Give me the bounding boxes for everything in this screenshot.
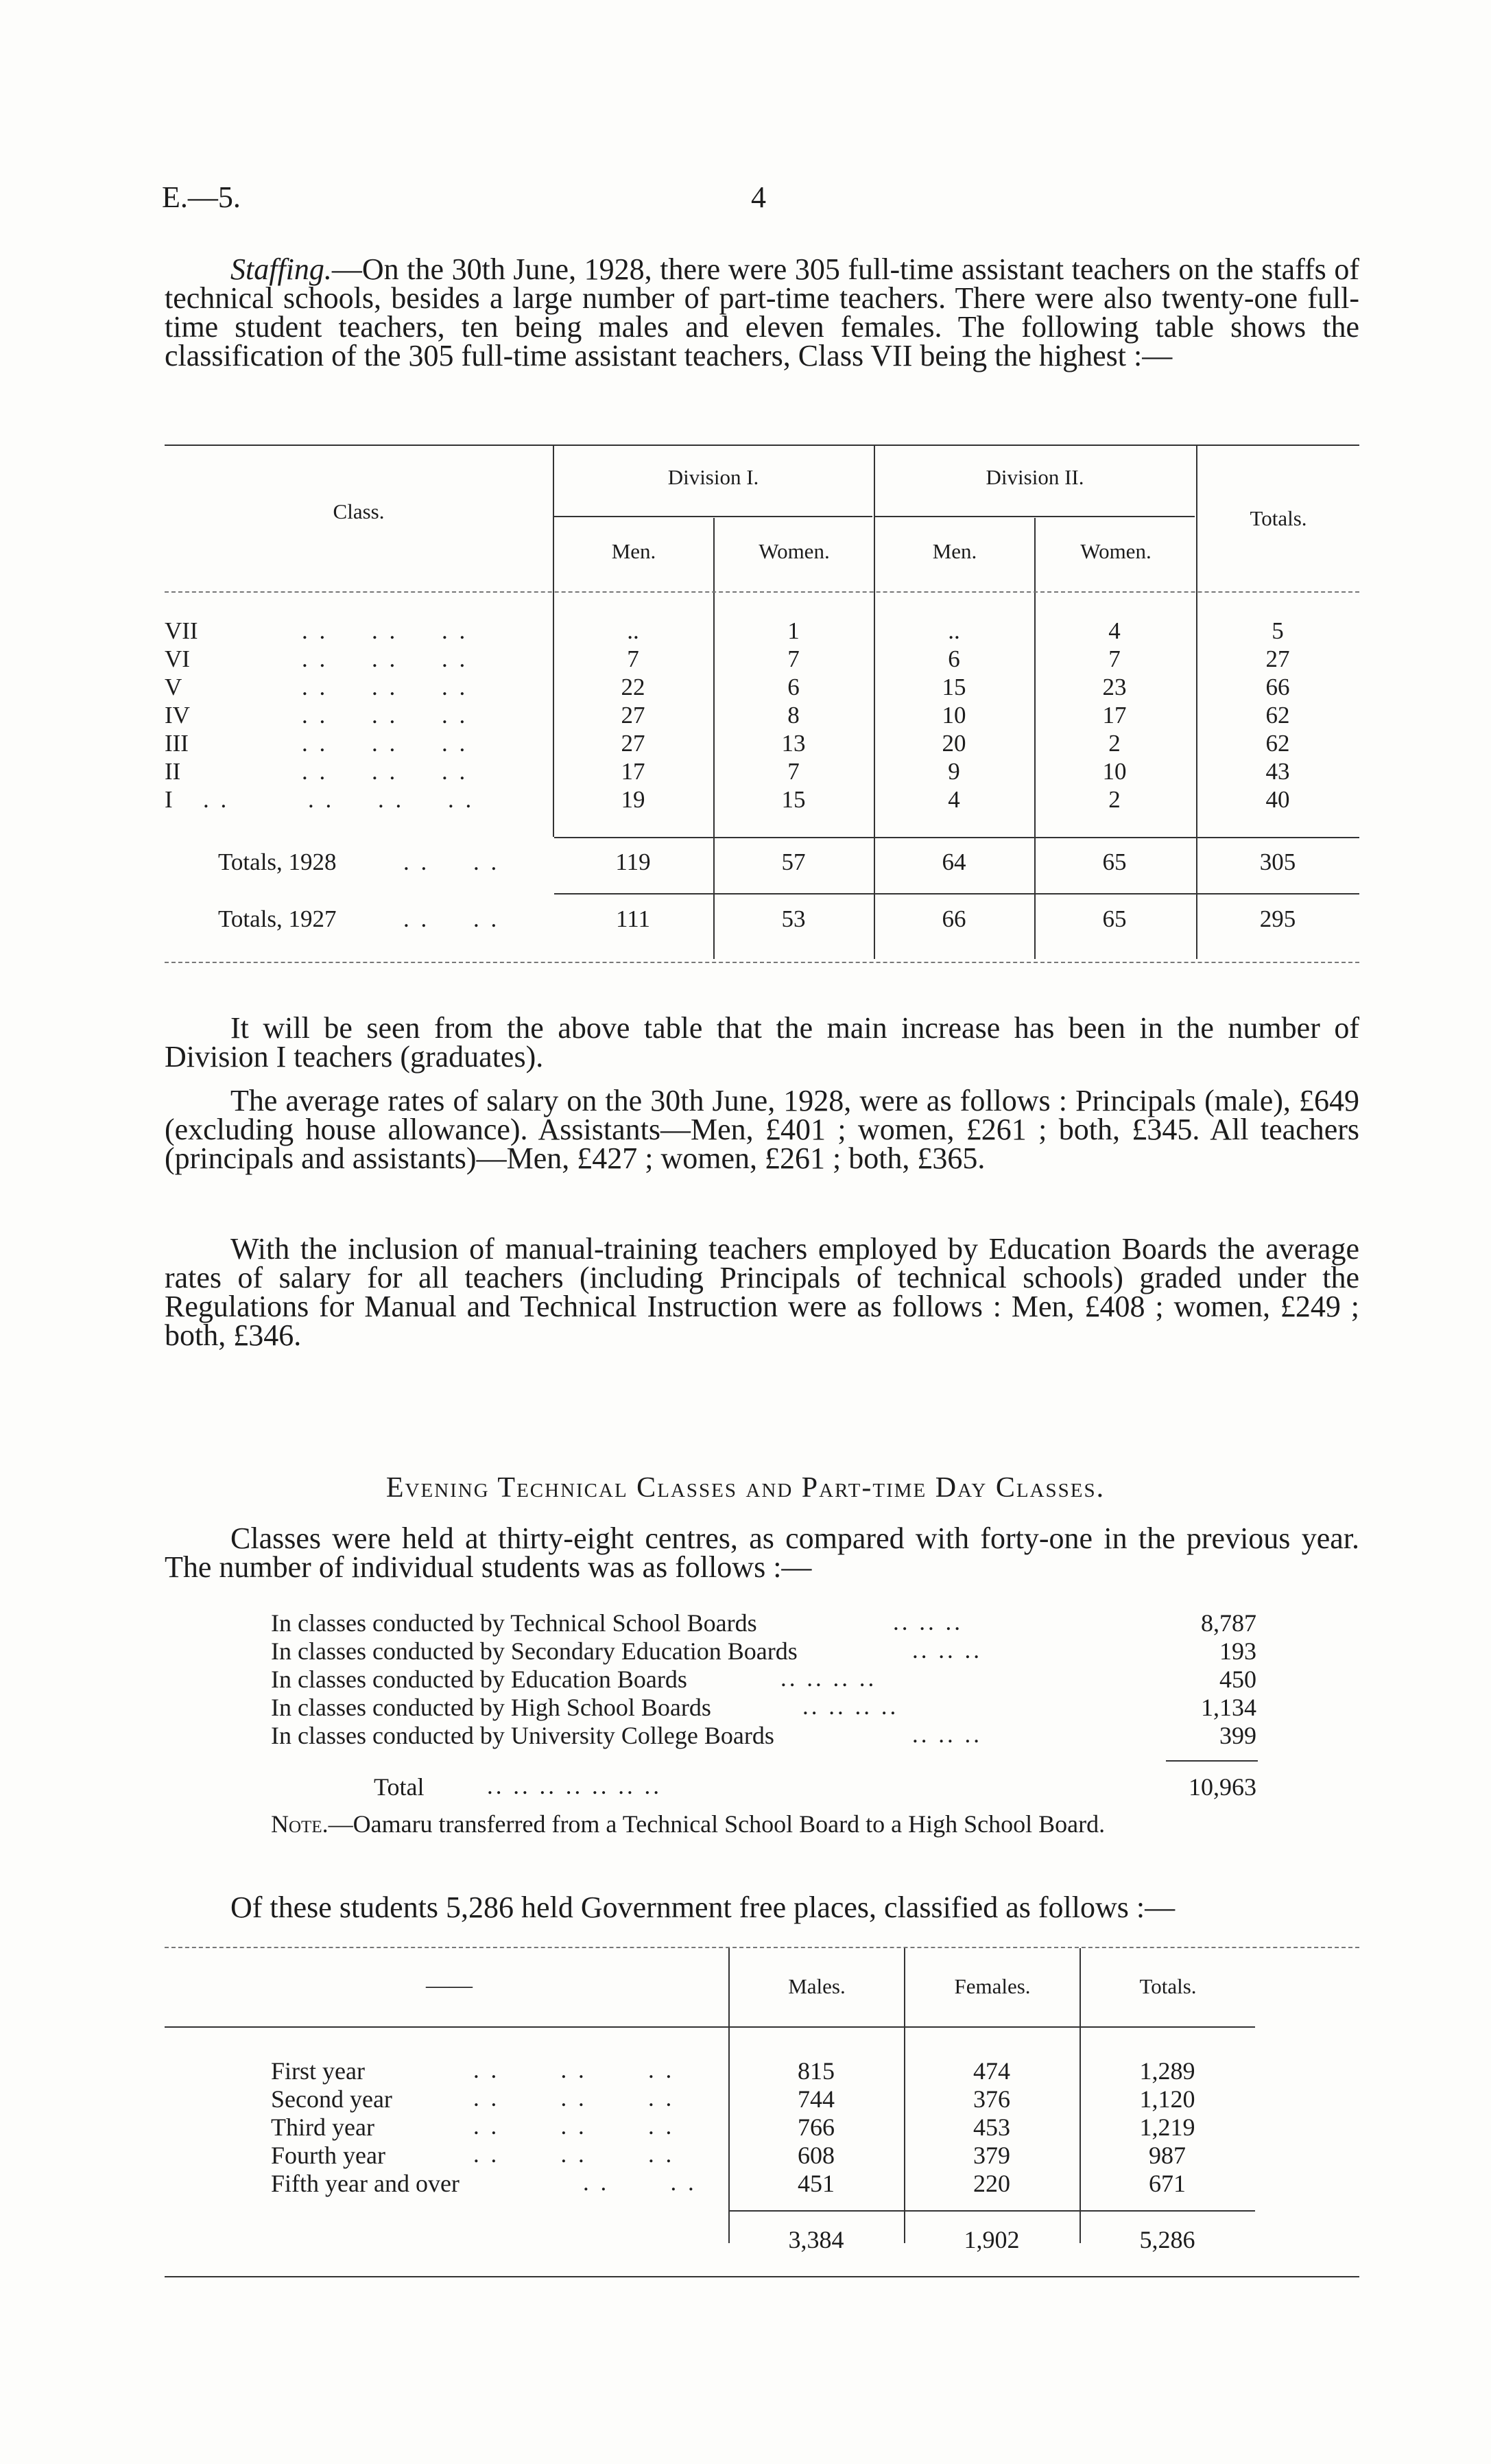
paragraph-salary <box>165 1084 1359 1175</box>
list-item-value: 399 <box>1219 1722 1256 1749</box>
leader-dots: . . . . . . <box>302 674 468 700</box>
paragraph-increase <box>165 1011 1359 1074</box>
leader-dots: .. .. .. .. <box>802 1693 899 1720</box>
division-rule <box>875 516 1195 517</box>
col-divider <box>874 446 875 959</box>
d2-women: 2 <box>1108 786 1121 813</box>
staffing-heading: Staffing. <box>230 252 332 286</box>
staffing-text: —On the 30th June, 1928, there were 305 full-time assistant teachers on the staffs of technical schools, besides a large number of part-time teachers. There were also twenty-one full-time student teachers, ten being males and eleven females. The following table shows the classification of the 305 full-time assistant teachers, Class VII being the highest :— <box>165 252 1359 372</box>
d1-men: 27 <box>621 730 645 757</box>
row-total: 66 <box>1265 674 1290 700</box>
d1-women: 53 <box>781 905 806 932</box>
row-total: 27 <box>1265 645 1290 672</box>
row-total: 62 <box>1265 730 1290 757</box>
d2-men: 9 <box>948 758 960 785</box>
leader-dots: . . . . . . <box>302 730 468 757</box>
d1-women: 8 <box>787 702 800 728</box>
table-bottom-rule <box>165 962 1359 963</box>
d1-women: 57 <box>781 849 806 875</box>
d2-men: 20 <box>942 730 966 757</box>
paragraph-salary-text: The average rates of salary on the 30th June, 1928, were as follows : Principals (male), £649 (excluding house allowance). Assistants—Men, £401 ; women, £261 ; both, £345. All teachers (principals and assistants)—Men, £427 ; women, £261 ; both, £365. <box>165 1084 1359 1175</box>
males-header: Males. <box>788 1974 846 1998</box>
paragraph-manual <box>165 1232 1359 1352</box>
d2-women: 23 <box>1102 674 1127 700</box>
d2-women: 10 <box>1102 758 1127 785</box>
totals-header: Totals. <box>1250 506 1307 530</box>
d2-women: 65 <box>1102 849 1127 875</box>
total-cell: 987 <box>1149 2142 1186 2169</box>
row-label: Fourth year <box>271 2142 385 2169</box>
d2-men: .. <box>948 617 960 644</box>
page-number: 4 <box>751 180 766 214</box>
list-item-label: In classes conducted by Secondary Education Boards <box>271 1637 798 1665</box>
row-label: Second year <box>271 2085 392 2113</box>
list-item-value: 450 <box>1219 1666 1256 1693</box>
list-item-value: 193 <box>1219 1637 1256 1665</box>
d2-men: 10 <box>942 702 966 728</box>
females-cell: 453 <box>973 2113 1010 2141</box>
d2-men: 4 <box>948 786 960 813</box>
leader-dots: . . . . . . <box>302 617 468 644</box>
row-label: First year <box>271 2057 365 2085</box>
totals-header: Totals. <box>1139 1974 1197 1998</box>
free-places-intro <box>165 1893 1359 1922</box>
evening-intro-text: Classes were held at thirty-eight centres, as compared with forty-one in the previous year. The number of individual students was as follows :— <box>165 1521 1359 1584</box>
leader-dots: .. .. .. .. .. .. .. <box>487 1773 662 1799</box>
sum-rule <box>1166 1760 1258 1762</box>
row-total: 43 <box>1265 758 1290 785</box>
d2-women: 17 <box>1102 702 1127 728</box>
d2-men: 6 <box>948 645 960 672</box>
row-total: 62 <box>1265 702 1290 728</box>
division-rule <box>554 516 872 517</box>
men-header: Men. <box>932 539 977 563</box>
row-class: IV <box>165 702 190 728</box>
division2-header: Division II. <box>986 465 1084 489</box>
total-cell: 1,219 <box>1139 2113 1195 2141</box>
d1-men: .. <box>627 617 639 644</box>
d1-men: 27 <box>621 702 645 728</box>
table-top-rule <box>165 445 1359 446</box>
leader-dots: . . . . . . <box>302 758 468 785</box>
males-cell: 451 <box>798 2170 835 2197</box>
d2-men: 66 <box>942 905 966 932</box>
list-item-label: In classes conducted by Technical School Boards <box>271 1609 757 1637</box>
leader-dots: . . . . <box>583 2169 697 2196</box>
females-cell: 474 <box>973 2057 1010 2085</box>
row-total: 40 <box>1265 786 1290 813</box>
d1-men: 111 <box>616 905 650 932</box>
total-cell: 1,120 <box>1139 2085 1195 2113</box>
d2-men: 15 <box>942 674 966 700</box>
d2-women: 2 <box>1108 730 1121 757</box>
totals-1927-label: Totals, 1927 <box>218 905 337 932</box>
d2-women: 4 <box>1108 617 1121 644</box>
row-total: 295 <box>1259 905 1296 932</box>
women-header: Women. <box>759 539 830 563</box>
row-class: II <box>165 758 181 785</box>
leader-dots: .. .. .. <box>912 1721 982 1748</box>
total-cell: 1,289 <box>1139 2057 1195 2085</box>
totals-1928-label: Totals, 1928 <box>218 849 337 875</box>
d2-men: 64 <box>942 849 966 875</box>
males-sum: 3,384 <box>788 2226 844 2253</box>
blank-header: —— <box>426 1973 473 1998</box>
header-bottom-rule <box>165 2026 1255 2028</box>
males-cell: 744 <box>798 2085 835 2113</box>
d2-women: 7 <box>1108 645 1121 672</box>
women-header: Women. <box>1080 539 1152 563</box>
males-cell: 608 <box>798 2142 835 2169</box>
d1-women: 6 <box>787 674 800 700</box>
females-sum: 1,902 <box>964 2226 1020 2253</box>
list-item-value: 8,787 <box>1201 1609 1256 1637</box>
females-cell: 376 <box>973 2085 1010 2113</box>
females-cell: 379 <box>973 2142 1010 2169</box>
paragraph-manual-text: With the inclusion of manual-training teachers employed by Education Boards the average rates of salary for all teachers (including Principals of technical schools) graded under the Regulations for Manual and Technical Instruction were as follows : Men, £408 ; women, £249 ; both, £346. <box>165 1232 1359 1352</box>
females-cell: 220 <box>973 2170 1010 2197</box>
d1-men: 7 <box>627 645 639 672</box>
leader-dots: . . . . . . <box>302 645 468 672</box>
d1-women: 7 <box>787 645 800 672</box>
list-item-value: 1,134 <box>1201 1694 1256 1721</box>
d1-men: 22 <box>621 674 645 700</box>
note-text: —Oamaru transferred from a Technical School Board to a High School Board. <box>328 1810 1106 1838</box>
leader-dots: . . . . . . <box>473 2141 675 2168</box>
totals-rule <box>554 893 1359 895</box>
leader-dots: .. .. .. .. <box>780 1665 877 1692</box>
row-class: V <box>165 674 182 700</box>
row-class: VI <box>165 645 190 672</box>
total-cell: 671 <box>1149 2170 1186 2197</box>
d2-women: 65 <box>1102 905 1127 932</box>
col-divider <box>553 446 554 837</box>
row-total: 305 <box>1259 849 1296 875</box>
leader-dots: . . . . . . <box>302 702 468 728</box>
row-class: III <box>165 730 189 757</box>
d1-women: 13 <box>781 730 806 757</box>
table-bottom-rule <box>165 2276 1359 2277</box>
list-item-label: In classes conducted by Education Boards <box>271 1666 687 1693</box>
division1-header: Division I. <box>667 465 759 489</box>
leader-dots: . . . . <box>403 849 500 875</box>
leader-dots: . . . . . . <box>473 2113 675 2140</box>
header-bottom-rule <box>165 591 1359 593</box>
leader-dots: . . . . . . . . <box>203 786 475 813</box>
d1-men: 19 <box>621 786 645 813</box>
list-item-label: In classes conducted by University College Boards <box>271 1722 774 1749</box>
row-label: Third year <box>271 2113 374 2141</box>
row-label: Fifth year and over <box>271 2170 460 2197</box>
leader-dots: . . . . . . <box>473 2057 675 2083</box>
evening-intro <box>165 1521 1359 1584</box>
males-cell: 815 <box>798 2057 835 2085</box>
leader-dots: .. .. .. <box>893 1609 963 1635</box>
males-cell: 766 <box>798 2113 835 2141</box>
females-header: Females. <box>954 1974 1031 1998</box>
note <box>271 1810 1105 1838</box>
table-top-rule <box>165 1947 1359 1948</box>
section-title: Evening Technical Classes and Part-time Day Classes. <box>385 1472 1106 1504</box>
total-label: Total <box>374 1773 425 1801</box>
leader-dots: . . . . . . <box>473 2085 675 2111</box>
row-class: I <box>165 786 173 813</box>
note-prefix: Note. <box>271 1810 329 1838</box>
sum-rule <box>730 2210 1255 2212</box>
d1-men: 17 <box>621 758 645 785</box>
list-item-label: In classes conducted by High School Boards <box>271 1694 711 1721</box>
class-header: Class. <box>333 499 385 523</box>
total-value: 10,963 <box>1189 1773 1256 1801</box>
d1-women: 15 <box>781 786 806 813</box>
row-total: 5 <box>1272 617 1284 644</box>
totals-rule <box>554 837 1359 838</box>
paragraph-increase-text: It will be seen from the above table that the main increase has been in the number of Division I teachers (graduates). <box>165 1011 1359 1074</box>
d1-women: 1 <box>787 617 800 644</box>
total-sum: 5,286 <box>1139 2226 1195 2253</box>
leader-dots: . . . . <box>403 905 500 932</box>
document-code: E.—5. <box>162 180 241 214</box>
men-header: Men. <box>611 539 656 563</box>
d1-men: 119 <box>615 849 651 875</box>
staffing-paragraph <box>165 252 1359 372</box>
row-class: VII <box>165 617 198 644</box>
leader-dots: .. .. .. <box>912 1637 982 1663</box>
d1-women: 7 <box>787 758 800 785</box>
free-places-intro-text: Of these students 5,286 held Government free places, classified as follows :— <box>230 1891 1176 1924</box>
